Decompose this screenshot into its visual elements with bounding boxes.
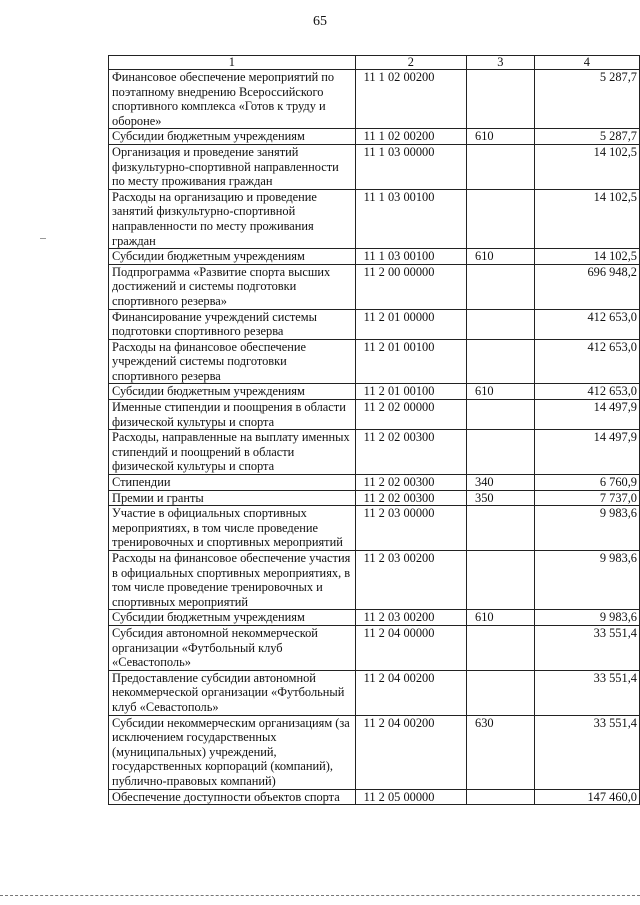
- row-code: 11 2 02 00300: [355, 430, 466, 475]
- table-row: [109, 475, 640, 491]
- table-body: [109, 56, 640, 805]
- row-type: 610: [467, 610, 535, 626]
- row-type: [467, 144, 535, 189]
- row-name: Субсидии некоммерческим организациям (за исключением государственных (муниципальных) учреждений, государственных корпораций (компаний), публично-правовых компаний): [109, 715, 356, 789]
- header-col-3: 3: [467, 56, 535, 70]
- row-name: Расходы на финансовое обеспечение учреждений системы подготовки спортивного резерва: [109, 339, 356, 384]
- row-sum: 33 551,4: [534, 670, 639, 715]
- row-code: 11 2 02 00000: [355, 400, 466, 430]
- margin-mark: [40, 238, 46, 239]
- row-type: 610: [467, 129, 535, 145]
- row-type: 350: [467, 490, 535, 506]
- table-row: [109, 551, 640, 610]
- row-type: [467, 309, 535, 339]
- row-name: Подпрограмма «Развитие спорта высших достижений и системы подготовки спортивного резерва»: [109, 264, 356, 309]
- page-bottom-rule: [0, 895, 640, 897]
- row-code: 11 2 00 00000: [355, 264, 466, 309]
- row-sum: 412 653,0: [534, 339, 639, 384]
- row-type: [467, 551, 535, 610]
- row-name: Расходы, направленные на выплату именных стипендий и поощрений в области физической культуры и спорта: [109, 430, 356, 475]
- row-sum: 14 497,9: [534, 430, 639, 475]
- row-type: [467, 264, 535, 309]
- row-sum: 9 983,6: [534, 610, 639, 626]
- table-row: [109, 400, 640, 430]
- table-row: [109, 264, 640, 309]
- row-name: Субсидии бюджетным учреждениям: [109, 249, 356, 265]
- row-type: [467, 670, 535, 715]
- table-row: [109, 610, 640, 626]
- row-code: 11 1 03 00000: [355, 144, 466, 189]
- row-name: Субсидия автономной некоммерческой организации «Футбольный клуб «Севастополь»: [109, 625, 356, 670]
- header-col-2: 2: [355, 56, 466, 70]
- row-type: [467, 70, 535, 129]
- table-row: [109, 490, 640, 506]
- row-code: 11 1 02 00200: [355, 129, 466, 145]
- row-sum: 9 983,6: [534, 506, 639, 551]
- table-row: [109, 129, 640, 145]
- row-sum: 14 102,5: [534, 189, 639, 248]
- row-name: Именные стипендии и поощрения в области физической культуры и спорта: [109, 400, 356, 430]
- row-name: Субсидии бюджетным учреждениям: [109, 610, 356, 626]
- row-sum: 5 287,7: [534, 129, 639, 145]
- row-type: 630: [467, 715, 535, 789]
- row-type: 610: [467, 384, 535, 400]
- row-name: Предоставление субсидии автономной некоммерческой организации «Футбольный клуб «Севастополь»: [109, 670, 356, 715]
- row-sum: 14 102,5: [534, 249, 639, 265]
- row-sum: 14 102,5: [534, 144, 639, 189]
- row-code: 11 1 02 00200: [355, 70, 466, 129]
- row-sum: 14 497,9: [534, 400, 639, 430]
- row-sum: 412 653,0: [534, 309, 639, 339]
- row-sum: 7 737,0: [534, 490, 639, 506]
- table-row: [109, 70, 640, 129]
- row-type: [467, 339, 535, 384]
- row-type: [467, 625, 535, 670]
- row-name: Расходы на организацию и проведение занятий физкультурно-спортивной направленности по месту проживания граждан: [109, 189, 356, 248]
- budget-table: [108, 55, 640, 805]
- row-code: 11 2 04 00200: [355, 715, 466, 789]
- row-name: Премии и гранты: [109, 490, 356, 506]
- row-name: Финансирование учреждений системы подготовки спортивного резерва: [109, 309, 356, 339]
- row-name: Субсидии бюджетным учреждениям: [109, 129, 356, 145]
- row-type: [467, 400, 535, 430]
- row-code: 11 2 02 00300: [355, 475, 466, 491]
- page-number: 65: [313, 14, 327, 29]
- table-header-row: [109, 56, 640, 70]
- row-code: 11 2 05 00000: [355, 789, 466, 805]
- row-name: Финансовое обеспечение мероприятий по поэтапному внедрению Всероссийского спортивного комплекса «Готов к труду и обороне»: [109, 70, 356, 129]
- table-row: [109, 430, 640, 475]
- row-sum: 147 460,0: [534, 789, 639, 805]
- table-row: [109, 309, 640, 339]
- row-sum: 412 653,0: [534, 384, 639, 400]
- row-code: 11 2 04 00200: [355, 670, 466, 715]
- table-row: [109, 249, 640, 265]
- table-row: [109, 144, 640, 189]
- table-row: [109, 670, 640, 715]
- row-name: Расходы на финансовое обеспечение участия в официальных спортивных мероприятиях, в том числе проведение тренировочных и спортивных мероприятий: [109, 551, 356, 610]
- row-type: [467, 506, 535, 551]
- row-code: 11 1 03 00100: [355, 249, 466, 265]
- row-code: 11 2 03 00200: [355, 551, 466, 610]
- row-sum: 5 287,7: [534, 70, 639, 129]
- row-code: 11 2 01 00100: [355, 339, 466, 384]
- row-name: Организация и проведение занятий физкультурно-спортивной направленности по месту проживания граждан: [109, 144, 356, 189]
- row-code: 11 2 01 00100: [355, 384, 466, 400]
- row-name: Обеспечение доступности объектов спорта: [109, 789, 356, 805]
- header-col-1: 1: [109, 56, 356, 70]
- row-sum: 696 948,2: [534, 264, 639, 309]
- row-name: Участие в официальных спортивных мероприятиях, в том числе проведение тренировочных и спортивных мероприятий: [109, 506, 356, 551]
- table-row: [109, 625, 640, 670]
- row-type: [467, 789, 535, 805]
- row-code: 11 2 02 00300: [355, 490, 466, 506]
- row-sum: 6 760,9: [534, 475, 639, 491]
- row-code: 11 2 04 00000: [355, 625, 466, 670]
- row-type: [467, 189, 535, 248]
- table-row: [109, 339, 640, 384]
- row-sum: 33 551,4: [534, 625, 639, 670]
- row-sum: 33 551,4: [534, 715, 639, 789]
- table-row: [109, 789, 640, 805]
- row-type: 340: [467, 475, 535, 491]
- row-code: 11 1 03 00100: [355, 189, 466, 248]
- row-name: Субсидии бюджетным учреждениям: [109, 384, 356, 400]
- row-code: 11 2 03 00000: [355, 506, 466, 551]
- row-sum: 9 983,6: [534, 551, 639, 610]
- table-row: [109, 506, 640, 551]
- table-row: [109, 384, 640, 400]
- table-row: [109, 189, 640, 248]
- row-code: 11 2 01 00000: [355, 309, 466, 339]
- row-name: Стипендии: [109, 475, 356, 491]
- table-row: [109, 715, 640, 789]
- row-type: [467, 430, 535, 475]
- row-code: 11 2 03 00200: [355, 610, 466, 626]
- row-type: 610: [467, 249, 535, 265]
- header-col-4: 4: [534, 56, 639, 70]
